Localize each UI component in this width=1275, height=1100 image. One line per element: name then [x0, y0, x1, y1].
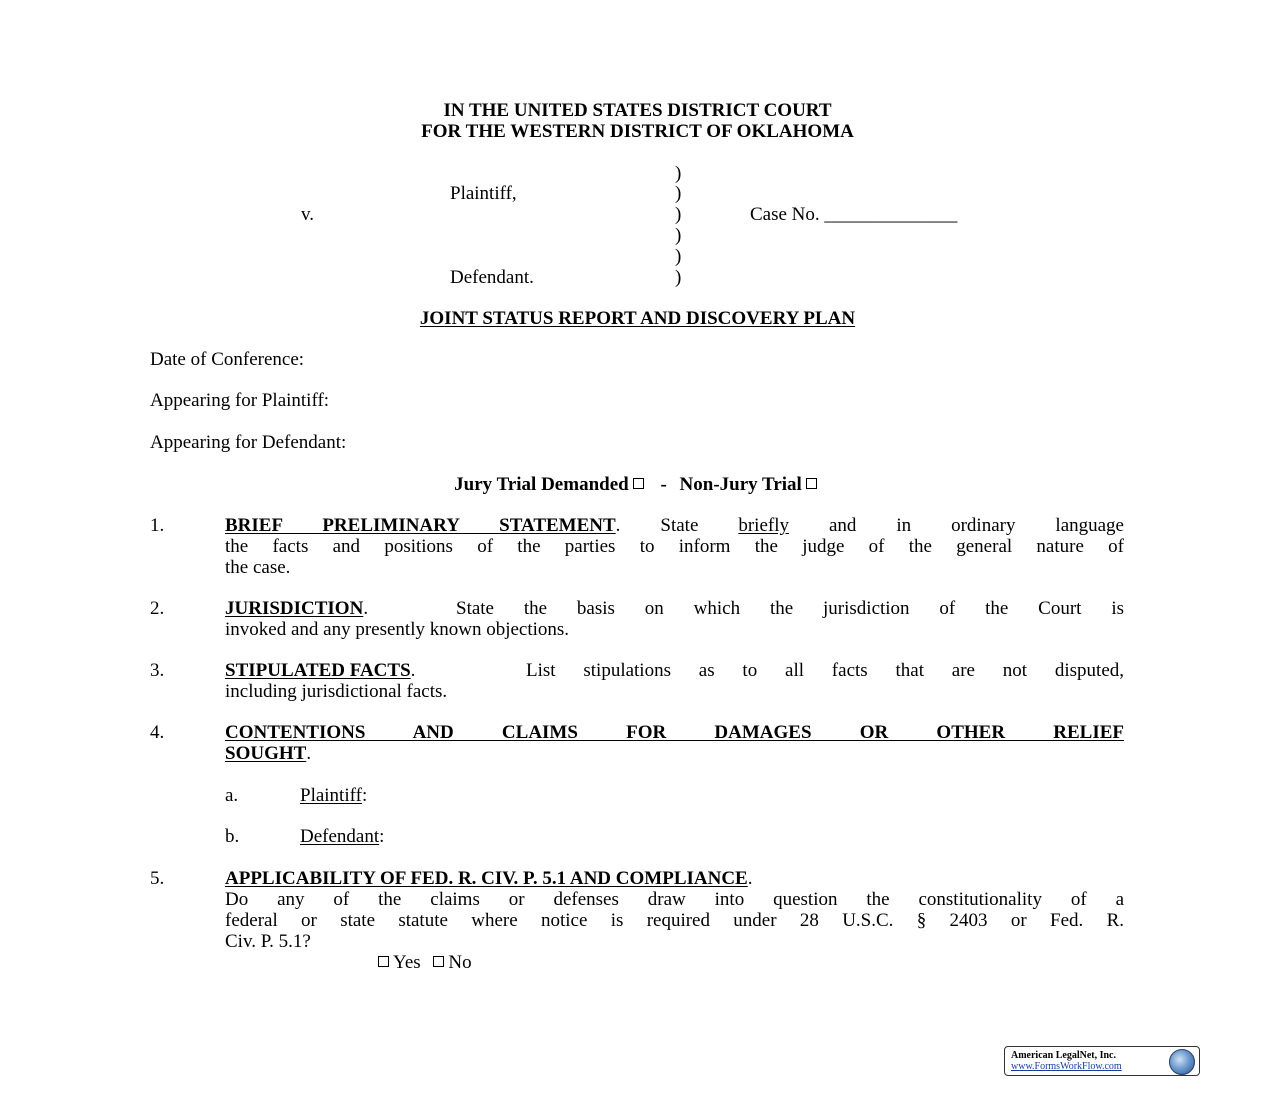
trial-type-selector [0, 474, 1275, 496]
section-number: 1. [150, 515, 165, 536]
defendant-label: Defendant. [450, 267, 534, 288]
date-of-conference-field[interactable]: Date of Conference: [150, 349, 305, 370]
subsection-label: b. [225, 826, 240, 847]
caption-paren: ) [675, 267, 682, 288]
yes-label: Yes [393, 952, 421, 973]
section-body-line: State the basis on which the jurisdiction of the Court is [456, 598, 1124, 619]
case-number-field[interactable]: Case No. ______________ [750, 204, 958, 225]
non-jury-trial-checkbox[interactable] [806, 478, 817, 489]
defendant-contentions-field[interactable]: Defendant: [300, 826, 385, 847]
document-title: JOINT STATUS REPORT AND DISCOVERY PLAN [419, 308, 856, 329]
plaintiff-label: Plaintiff, [450, 183, 517, 204]
section-body-line: including jurisdictional facts. [225, 681, 448, 702]
section-heading: JURISDICTION [225, 598, 364, 619]
trial-separator: - [660, 474, 667, 495]
caption-paren: ) [675, 183, 682, 204]
section-body-line: Civ. P. 5.1? [225, 931, 311, 952]
logo-company-name: American LegalNet, Inc. [1011, 1050, 1116, 1061]
section-body-line: Do any of the claims or defenses draw into question the constitutionality of a [225, 889, 1124, 910]
jury-trial-label: Jury Trial Demanded [454, 474, 629, 495]
yes-no-options [374, 952, 472, 974]
caption-paren: ) [675, 163, 682, 184]
section-heading: STIPULATED FACTS [225, 660, 411, 681]
section-body-line: List stipulations as to all facts that are not disputed, [526, 660, 1124, 681]
section-heading: SOUGHT [225, 743, 307, 764]
section-body-line: the case. [225, 557, 291, 578]
court-name: IN THE UNITED STATES DISTRICT COURT [443, 100, 832, 121]
no-checkbox[interactable] [433, 956, 444, 967]
caption-paren: ) [675, 246, 682, 267]
globe-icon [1169, 1049, 1195, 1075]
section-number: 4. [150, 722, 165, 743]
plaintiff-contentions-field[interactable]: Plaintiff: [300, 785, 368, 806]
subsection-label: a. [225, 785, 239, 806]
section-heading: BRIEF PRELIMINARY STATEMENT [225, 515, 616, 536]
caption-paren: ) [675, 204, 682, 225]
jury-trial-checkbox[interactable] [633, 478, 644, 489]
section-body-line: invoked and any presently known objections. [225, 619, 570, 640]
logo-url-link[interactable]: www.FormsWorkFlow.com [1011, 1061, 1122, 1072]
no-label: No [448, 952, 472, 973]
versus-label: v. [301, 204, 315, 225]
section-number: 5. [150, 868, 165, 889]
yes-checkbox[interactable] [378, 956, 389, 967]
section-body-line: federal or state statute where notice is required under 28 U.S.C. § 2403 or Fed. R. [225, 910, 1124, 931]
court-district: FOR THE WESTERN DISTRICT OF OKLAHOMA [421, 121, 854, 142]
appearing-for-defendant-field[interactable]: Appearing for Defendant: [150, 432, 347, 453]
non-jury-trial-label: Non-Jury Trial [679, 474, 802, 495]
section-body-line: the facts and positions of the parties to inform the judge of the general nature of [225, 536, 1124, 557]
emphasis-briefly: briefly [738, 515, 789, 536]
section-1-line-1: BRIEF PRELIMINARY STATEMENT. State briefly and in ordinary language [225, 515, 1124, 536]
section-number: 2. [150, 598, 165, 619]
caption-paren: ) [675, 225, 682, 246]
american-legalnet-logo[interactable] [1004, 1046, 1200, 1076]
appearing-for-plaintiff-field[interactable]: Appearing for Plaintiff: [150, 390, 330, 411]
section-heading: CONTENTIONS AND CLAIMS FOR DAMAGES OR OTHER RELIEF [225, 722, 1124, 743]
section-number: 3. [150, 660, 165, 681]
section-heading: APPLICABILITY OF FED. R. CIV. P. 5.1 AND COMPLIANCE [225, 868, 748, 889]
